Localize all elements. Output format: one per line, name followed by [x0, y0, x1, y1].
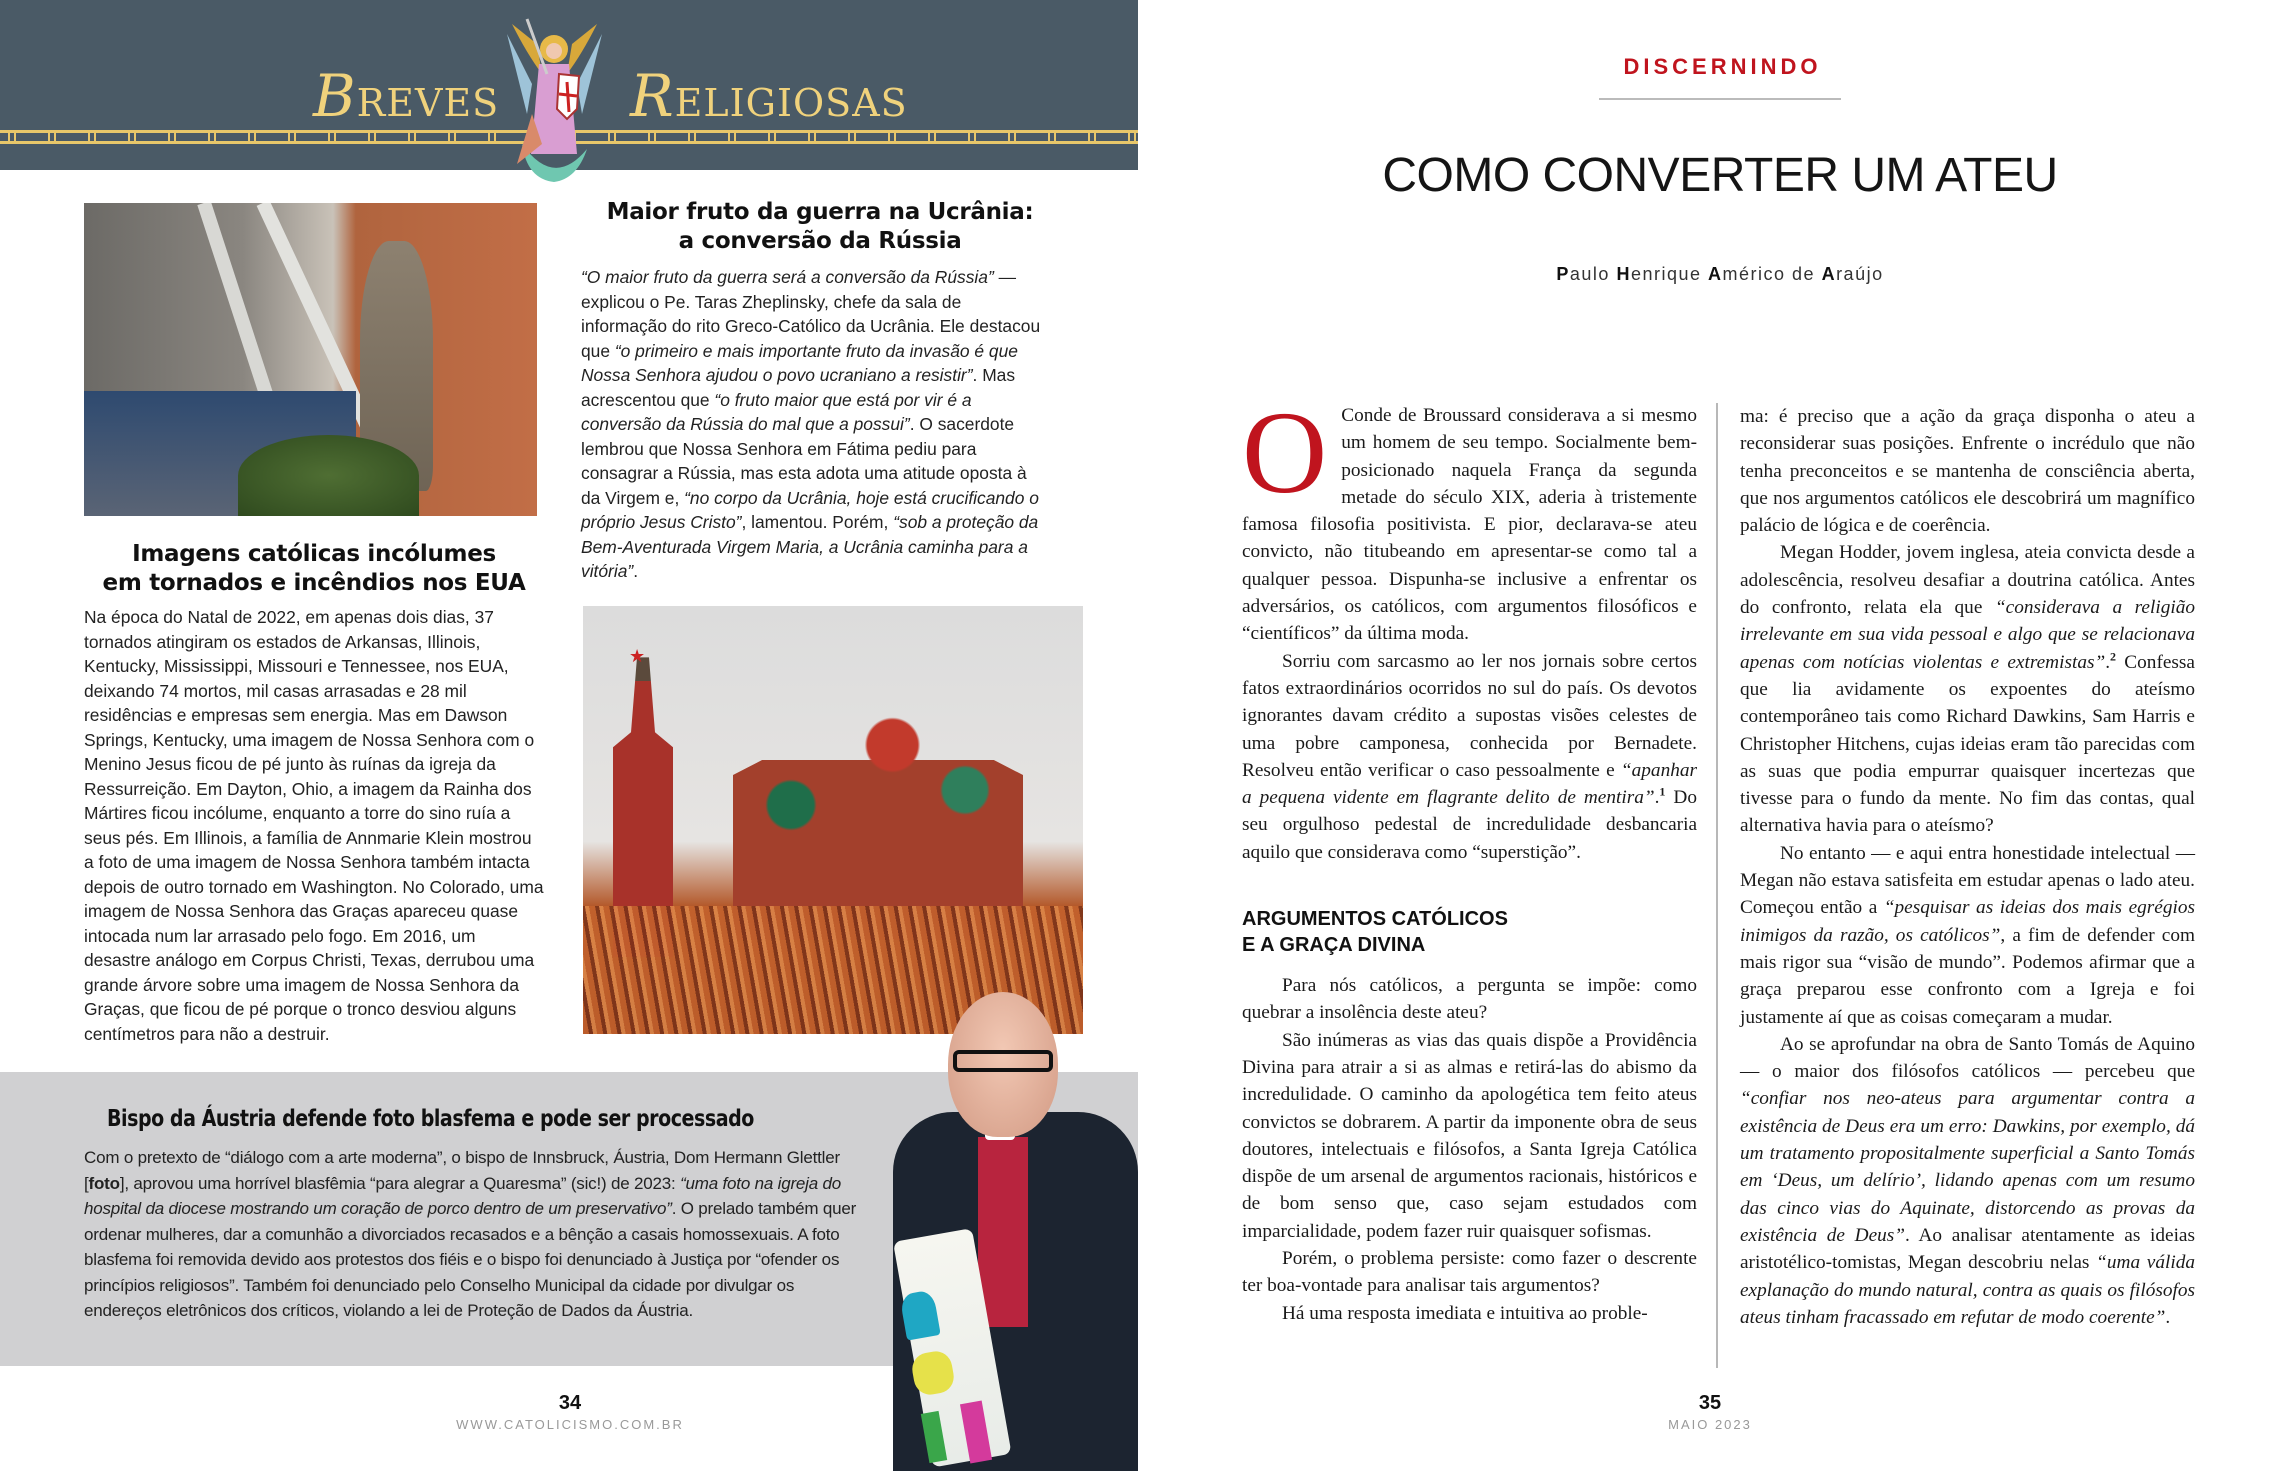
- bishop-photo: [873, 972, 1138, 1471]
- text-run: .: [2105, 651, 2111, 673]
- russia-article-body: [581, 265, 1046, 584]
- website-url: WWW.CATOLICISMO.COM.BR: [456, 1417, 684, 1432]
- paragraph: [1740, 1031, 2195, 1331]
- text-run: No entanto — e aqui entra honestidade intelectual — Megan não estava satisfeita em estudar apenas o lado ateu. Começou então a: [1740, 842, 2195, 919]
- eua-article-headline: Imagens católicas incólumes em tornados e incêndios nos EUA: [102, 541, 526, 596]
- article-column-2: [1740, 403, 2195, 1331]
- austria-article-headline: Bispo da Áustria defende foto blasfema e pode ser processado: [107, 1106, 754, 1132]
- footnote-ref: 1: [1659, 784, 1666, 799]
- section-kicker: DISCERNINDO: [1623, 54, 1822, 79]
- byline-initial: A: [1708, 264, 1723, 284]
- quote-text: “considerava a religião irrelevante em sua vida pessoal e algo que se relacionava apenas com notícias violentas e extremistas”: [1740, 597, 2195, 673]
- quote-text: “uma foto na igreja do hospital da diocese mostrando um coração de porco dentro de um preservativo”: [84, 1173, 842, 1218]
- saint-michael-archangel-icon: [487, 14, 622, 184]
- byline-initial: P: [1556, 264, 1570, 284]
- text-run: . Mas acrescentou que: [581, 365, 1016, 410]
- text-run: Para nós católicos, a pergunta se impõe: como quebrar a insolência deste ateu?: [1242, 975, 1697, 1024]
- text-run: ], aprovou uma horrível blasfêmia “para alegrar a Quaresma” (sic!) de 2023:: [119, 1173, 681, 1193]
- quote-text: “o fruto maior que está por vir é a conversão da Rússia do mal que a possui”: [581, 389, 972, 434]
- text-run: , a fim de defender com mais rigor sua “visão de mundo”. Podemos afirmar que a graça preparou esse confronto com a Igreja e foi justamente aí que as coisas começaram a mudar.: [1740, 924, 2195, 1028]
- text-run: foto: [88, 1173, 120, 1193]
- text-run: ma: é preciso que a ação da graça disponha o ateu a reconsiderar suas posições. Enfrente o incrédulo que não tenha preconceitos e se mantenha de consciência aberta, que nos argumentos católicos ele descobrirá um magnífico palácio de lógica e de coerência.: [1740, 406, 2195, 537]
- text-run: Do seu orgulhoso pedestal de incredulidade desbancaria aquilo que considerava como “superstição”.: [1242, 787, 1697, 863]
- article-column-1: [1242, 387, 1697, 1327]
- paragraph: [1242, 1027, 1697, 1245]
- quote-text: “pesquisar as ideias dos mais egrégios inimigos da razão, os católicos”: [1740, 897, 2195, 946]
- tornado-statue-photo: [84, 203, 537, 516]
- page-number: 35: [1698, 1392, 1722, 1414]
- austria-article-body: [84, 1145, 864, 1324]
- kremlin-photo: [583, 606, 1083, 1034]
- article-subhead: ARGUMENTOS CATÓLICOS E A GRAÇA DIVINA: [1242, 908, 1508, 957]
- text-run: Com o pretexto de “diálogo com a arte moderna”, o bispo de Innsbruck, Áustria, Dom Hermann Glettler [: [84, 1148, 840, 1193]
- text-run: Ao se aprofundar na obra de Santo Tomás de Aquino — o maior dos filósofos católicos — percebeu que: [1740, 1033, 2195, 1083]
- quote-text: “sob a proteção da Bem-Aventurada Virgem Maria, a Ucrânia caminha para a vitória”: [581, 512, 1039, 581]
- author-byline: [1440, 264, 2000, 285]
- section-banner: [0, 0, 1138, 170]
- quote-text: “confiar nos neo-ateus para argumentar contra a existência de Deus era um erro: Dawkins, por exemplo, dá um tratamento propositalmente superficial a Santo Tomás em ‘Deus, um delírio’, lidando apenas com um resumo das cinco vias do Aquinate, distorcendo as provas da existência de Deus”: [1740, 1088, 2195, 1246]
- text-run: . Ao analisar atentamente as ideias aristotélico-tomistas, Megan descobriu nelas: [1740, 1224, 2195, 1274]
- byline-text: aulo: [1569, 264, 1617, 284]
- eua-article-body: Na época do Natal de 2022, em apenas dois dias, 37 tornados atingiram os estados de Arkansas, Illinois, Kentucky, Mississippi, Missouri e Tennessee, nos EUA, deixando 74 mortos, mil casas arrasadas e 28 mil residências e empresas sem energia. Mas em Dawson Springs, Kentucky, uma imagem de Nossa Senhora com o Menino Jesus ficou de pé junto às ruínas da igreja da Ressurreição. Em Dayton, Ohio, a imagem da Rainha dos Mártires ficou incólume, enquanto a torre do sino ruía a seus pés. Em Illinois, a família de Annmarie Klein mostrou a foto de uma imagem de Nossa Senhora também intacta depois de outro tornado em Washington. No Colorado, uma imagem de Nossa Senhora das Graças apareceu quase intocada num lar arrasado pelo fogo. Em 2016, um desastre análogo em Corpus Christi, Texas, derrubou uma grande árvore sobre uma imagem de Nossa Senhora da Graças, que ficou de pé porque o tronco desviou alguns centímetros para não a destruir.: [84, 607, 544, 1044]
- byline-text: raújo: [1836, 264, 1884, 284]
- text-run: . O sacerdote lembrou que Nossa Senhora em Fátima pediu para consagrar a Rússia, mas esta adota uma atitude oposta à da Virgem e,: [581, 414, 1027, 508]
- text-run: .: [633, 561, 639, 581]
- text-run: São inúmeras as vias das quais dispõe a Providência Divina para atrair a si as almas e retirá-las do abismo da incredulidade. O caminho da apologética tem feito ateus convictos se dobrarem. A partir da imponente obra de seus doutores, intelectuais e filósofos, a Santa Igreja Católica dispõe de um arsenal de argumentos racionais, históricos e de bom senso que, caso sejam estudados com imparcialidade, podem fazer ruir quaisquer sofismas.: [1242, 1029, 1697, 1242]
- text-run: Megan Hodder, jovem inglesa, ateia convicta desde a adolescência, resolveu desafiar a doutrina católica. Antes do confronto, relata ela que: [1740, 542, 2195, 619]
- left-page-folio: [440, 1392, 700, 1432]
- article-title: COMO CONVERTER UM ATEU: [1382, 149, 2058, 202]
- quote-text: “uma válida explanação do mundo natural, contra as quais os filósofos ateus tinham fracassado em refutar de modo coerente”: [1740, 1252, 2195, 1328]
- right-page-folio: [1630, 1392, 1790, 1432]
- paragraph: [1740, 403, 2195, 539]
- text-run: Confessa que lia avidamente os expoentes do ateísmo contemporâneo tais como Richard Dawkins, Sam Harris e Christopher Hitchens, cujas ideias eram tão parecidas com as suas que podia empurrar quaisquer incertezas que tivesse para o fundo da mente. No fim das contas, qual alternativa havia para o ateísmo?: [1740, 651, 2195, 837]
- byline-initial: H: [1616, 264, 1631, 284]
- text-run: , lamentou. Porém,: [741, 512, 894, 532]
- footnote-ref: 2: [2110, 649, 2117, 664]
- text-run: Há uma resposta imediata e intuitiva ao proble-: [1282, 1302, 1648, 1324]
- text-run: Sorriu com sarcasmo ao ler nos jornais sobre certos fatos extraordinários ocorridos no sul do país. Os devotos ignorantes davam crédito a supostas visões celestes de uma pobre camponesa, conhecida por Bernadete. Resolveu então verificar o caso pessoalmente e: [1242, 650, 1697, 781]
- banner-title-religiosas: RELIGIOSAS: [630, 62, 908, 130]
- text-run: Conde de Broussard considerava a si mesmo um homem de seu tempo. Socialmente bem-posicionado naquela França da segunda metade do século XIX, aderia à tristemente famosa filosofia positivista. E pior, declarava-se ateu convicto, não titubeando em apresentar-se como tal a qualquer pessoa. Dispunha-se inclusive a enfrentar os adversários, os católicos, com argumentos filosóficos e “científicos” da última moda.: [1242, 405, 1697, 645]
- paragraph: [1242, 648, 1697, 866]
- issue-date: MAIO 2023: [1668, 1417, 1752, 1432]
- page-number: 34: [558, 1392, 582, 1414]
- paragraph: [1242, 972, 1697, 1027]
- quote-text: “O maior fruto da guerra será a conversão da Rússia”: [581, 267, 994, 287]
- text-run: . O prelado também quer ordenar mulheres, dar a comunhão a divorciados recasados e a bênção a casais homossexuais. A foto blasfema foi removida devido aos protestos dos fiéis e o bispo foi denunciado à Justiça por “ofender os princípios religiosos”. Também foi denunciado pelo Conselho Municipal da cidade por divulgar os endereços eletrônicos dos críticos, violando a lei de Proteção de Dados da Áustria.: [84, 1199, 857, 1320]
- text-run: Porém, o problema persiste: como fazer o descrente ter boa-vontade para analisar tais argumentos?: [1242, 1248, 1697, 1297]
- drop-cap: O: [1242, 387, 1328, 518]
- quote-text: “o primeiro e mais importante fruto da invasão é que Nossa Senhora ajudou o povo ucraniano a resistir”: [581, 340, 1018, 385]
- paragraph: [1740, 840, 2195, 1031]
- banner-title-breves: BREVES: [313, 62, 500, 130]
- kicker-divider: [1599, 98, 1841, 100]
- byline-text: enrique: [1630, 264, 1709, 284]
- paragraph: [1740, 539, 2195, 839]
- column-divider: [1716, 403, 1718, 1368]
- text-run: .: [2165, 1306, 2171, 1328]
- quote-text: “no corpo da Ucrânia, hoje está crucificando o próprio Jesus Cristo”: [581, 487, 1039, 532]
- red-star-icon: ★: [629, 646, 646, 666]
- text-run: .: [1654, 787, 1660, 809]
- text-run: — explicou o Pe. Taras Zheplinsky, chefe da sala de informação do rito Greco-Católico da Ucrânia. Ele destacou que: [581, 267, 1041, 361]
- byline-initial: A: [1821, 264, 1837, 284]
- paragraph: [1242, 1300, 1697, 1327]
- russia-article-headline: Maior fruto da guerra na Ucrânia: a conversão da Rússia: [606, 199, 1034, 254]
- quote-text: “apanhar a pequena vidente em flagrante delito de mentira”: [1242, 759, 1697, 809]
- byline-text: mérico de: [1722, 264, 1822, 284]
- paragraph: [1242, 1245, 1697, 1300]
